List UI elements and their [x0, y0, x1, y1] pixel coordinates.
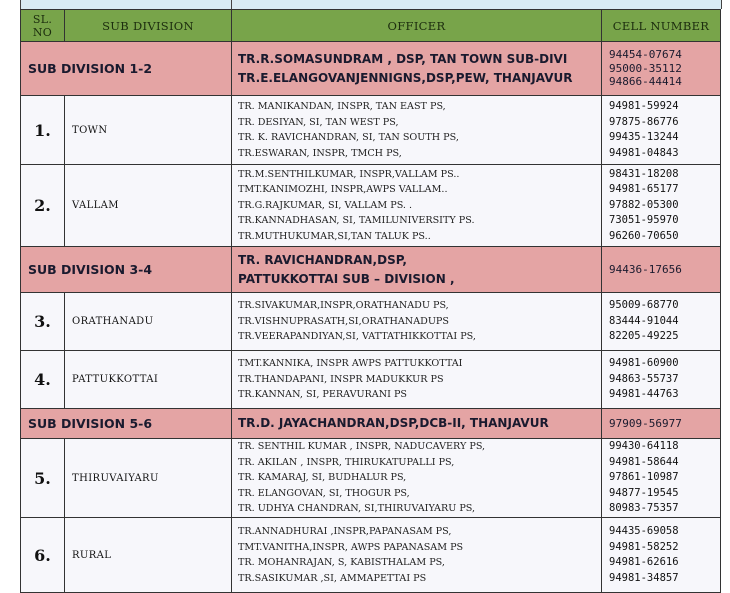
officer-line: TR.MUTHUKUMAR,SI,TAN TALUK PS..: [238, 230, 431, 242]
officer-line: TR.G.RAJKUMAR, SI, VALLAM PS. .: [238, 199, 413, 211]
station-officers: [232, 96, 602, 165]
subdivision-title: SUB DIVISION 3-4: [21, 247, 232, 293]
cell-number: 80983-75357: [609, 502, 679, 515]
station-cell-numbers: [602, 293, 721, 351]
dsp-officers: [232, 247, 602, 293]
station-name: THIRUVAIYARU: [65, 439, 232, 518]
officer-line: TR.ESWARAN, INSPR, TMCH PS,: [238, 147, 402, 159]
subdivision-section-row: [21, 42, 721, 96]
station-row: [21, 165, 721, 247]
cell-number: 96260-70650: [609, 229, 679, 242]
officer-line: TR. SENTHIL KUMAR , INSPR, NADUCAVERY PS,: [238, 441, 486, 453]
station-officers: [232, 165, 602, 247]
station-officers: [232, 293, 602, 351]
cell-number: 94981-60900: [609, 357, 679, 370]
station-row: [21, 439, 721, 518]
station-name: ORATHANADU: [65, 293, 232, 351]
cell-number: 97882-05300: [609, 198, 679, 211]
officer-line: TR. AKILAN , INSPR, THIRUKATUPALLI PS,: [238, 456, 455, 468]
header-sl-no: SL. NO: [21, 10, 65, 42]
officer-line: TMT.KANNIKA, INSPR AWPS PATTUKKOTTAI: [238, 358, 463, 370]
station-row: [21, 518, 721, 593]
officer-line: TR.SASIKUMAR ,SI, AMMAPETTAI PS: [238, 572, 427, 584]
dsp-officers: [232, 409, 602, 439]
cell-number: 94981-04843: [609, 146, 679, 159]
cell-number: 94863-55737: [609, 372, 679, 385]
serial-number: 5.: [21, 439, 65, 518]
cell-number: 94877-19545: [609, 486, 679, 499]
station-officers: [232, 518, 602, 593]
officer-line: PATTUKKOTTAI SUB – DIVISION ,: [238, 271, 455, 286]
officer-line: TR.VISHNUPRASATH,SI,ORATHANADUPS: [238, 315, 449, 327]
cell-number: 94981-62616: [609, 556, 679, 568]
serial-number: 4.: [21, 351, 65, 409]
serial-number: 3.: [21, 293, 65, 351]
cell-number: 94981-58644: [609, 455, 679, 468]
station-name: TOWN: [65, 96, 232, 165]
subdivision-section-row: [21, 409, 721, 439]
cell-number: 94436-17656: [609, 262, 682, 276]
officer-line: TR.M.SENTHILKUMAR, INSPR,VALLAM PS..: [238, 168, 460, 180]
header-sub-division: SUB DIVISION: [65, 10, 232, 42]
officer-line: TR. DESIYAN, SI, TAN WEST PS,: [238, 116, 399, 128]
serial-number: 6.: [21, 518, 65, 593]
header-officer: OFFICER: [232, 10, 602, 42]
officer-line: TR. ELANGOVAN, SI, THOGUR PS,: [238, 487, 410, 499]
table-header-row: [21, 10, 721, 42]
dsp-cell-numbers: [602, 42, 721, 96]
header-cell-number: CELL NUMBER: [602, 10, 721, 42]
cell-number: 99435-13244: [609, 131, 679, 143]
cell-number: 94981-58252: [609, 540, 679, 553]
dsp-cell-numbers: [602, 409, 721, 439]
serial-number: 2.: [21, 165, 65, 247]
cell-number: 94454-07674: [609, 48, 682, 62]
cell-number: 82205-49225: [609, 330, 679, 343]
officer-line: TR.D. JAYACHANDRAN,DSP,DCB-II, THANJAVUR: [238, 416, 549, 430]
dsp-officers: [232, 42, 602, 96]
cell-number: 98431-18208: [609, 167, 679, 180]
station-cell-numbers: [602, 518, 721, 593]
station-row: [21, 293, 721, 351]
officer-line: TR. KAMARAJ, SI, BUDHALUR PS,: [238, 472, 407, 484]
officer-line: TR.KANNADHASAN, SI, TAMILUNIVERSITY PS.: [238, 215, 475, 227]
cell-number: 94435-69058: [609, 525, 679, 537]
station-name: VALLAM: [65, 165, 232, 247]
officer-line: TR. UDHYA CHANDRAN, SI,THIRUVAIYARU PS,: [238, 503, 476, 515]
cell-number: 95000-35112: [609, 61, 682, 75]
station-row: [21, 96, 721, 165]
subdivision-title: SUB DIVISION 1-2: [21, 42, 232, 96]
officer-contact-table: [20, 9, 721, 593]
station-cell-numbers: [602, 351, 721, 409]
officer-line: TR. MOHANRAJAN, S, KABISTHALAM PS,: [238, 557, 445, 568]
cell-number: 94981-44763: [609, 388, 679, 401]
cell-number: 97861-10987: [609, 471, 679, 484]
subdivision-title: SUB DIVISION 5-6: [21, 409, 232, 439]
station-name: PATTUKKOTTAI: [65, 351, 232, 409]
station-row: [21, 351, 721, 409]
cell-number: 94981-65177: [609, 183, 679, 196]
station-cell-numbers: [602, 96, 721, 165]
station-cell-numbers: [602, 439, 721, 518]
station-officers: [232, 351, 602, 409]
cell-number: 97875-86776: [609, 115, 679, 128]
serial-number: 1.: [21, 96, 65, 165]
officer-line: TR.SIVAKUMAR,INSPR,ORATHANADU PS,: [238, 300, 449, 312]
station-cell-numbers: [602, 165, 721, 247]
cell-number: 73051-95970: [609, 214, 679, 227]
officer-line: TR.E.ELANGOVANJENNIGNS,DSP,PEW, THANJAVUR: [238, 70, 573, 85]
cell-number: 94981-59924: [609, 100, 679, 112]
officer-line: TMT.KANIMOZHI, INSPR,AWPS VALLAM..: [238, 184, 448, 196]
dsp-cell-numbers: [602, 247, 721, 293]
officer-line: TR.ANNADHURAI ,INSPR,PAPANASAM PS,: [238, 526, 452, 537]
cell-number: 97909-56977: [609, 416, 682, 430]
cell-number: 94866-44414: [609, 75, 682, 89]
cell-number: 83444-91044: [609, 314, 679, 327]
station-officers: [232, 439, 602, 518]
officer-line: TR. K. RAVICHANDRAN, SI, TAN SOUTH PS,: [238, 132, 459, 143]
officer-line: TR. RAVICHANDRAN,DSP,: [238, 252, 407, 267]
top-border-strip: [20, 0, 722, 9]
cell-number: 99430-64118: [609, 440, 679, 453]
cell-number: 95009-68770: [609, 299, 679, 312]
officer-line: TR.R.SOMASUNDRAM , DSP, TAN TOWN SUB-DIVI: [238, 51, 568, 66]
officer-line: TR.VEERAPANDIYAN,SI, VATTATHIKKOTTAI PS,: [238, 331, 476, 343]
station-name: RURAL: [65, 518, 232, 593]
subdivision-section-row: [21, 247, 721, 293]
cell-number: 94981-34857: [609, 571, 679, 584]
officer-line: TMT.VANITHA,INSPR, AWPS PAPANASAM PS: [238, 541, 464, 553]
officer-line: TR.KANNAN, SI, PERAVURANI PS: [238, 389, 407, 401]
officer-line: TR. MANIKANDAN, INSPR, TAN EAST PS,: [238, 101, 446, 112]
officer-line: TR.THANDAPANI, INSPR MADUKKUR PS: [238, 373, 444, 385]
